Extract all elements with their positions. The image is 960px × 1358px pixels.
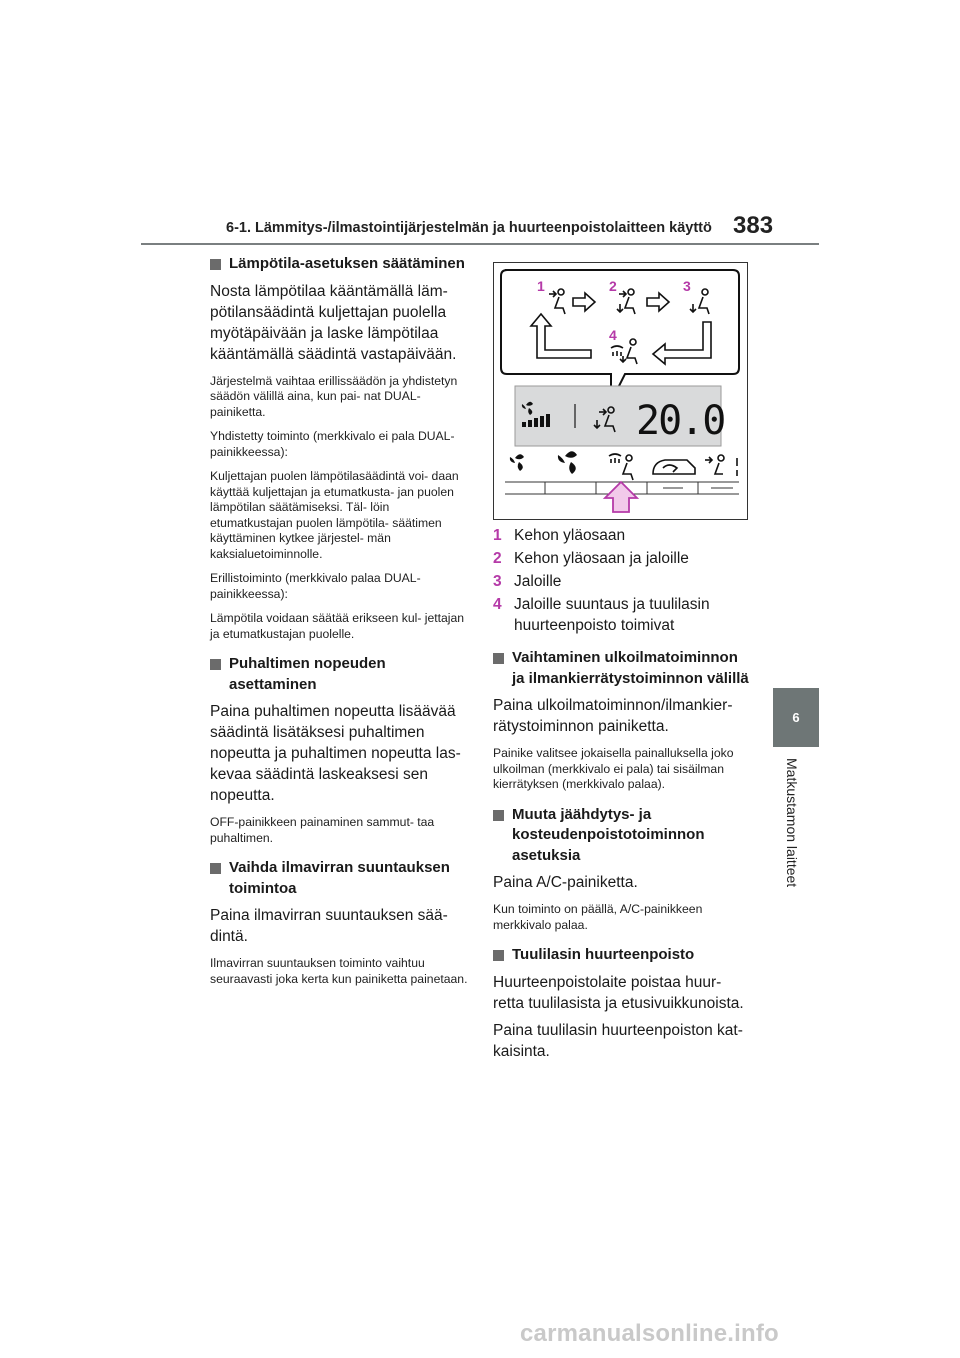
label-2: 2 xyxy=(609,278,617,294)
note: Ilmavirran suuntauksen toiminto vaihtuu seuraavasti joka kerta kun painiketta painetaan. xyxy=(210,956,468,986)
right-column xyxy=(493,525,753,1062)
square-bullet-icon xyxy=(210,659,221,670)
watermark: carmanualsonline.info xyxy=(520,1320,779,1347)
note: Järjestelmä vaihtaa erillissäädön ja yhdistetyn säädön välillä aina, kun pai- nat DUAL-painiketta. xyxy=(210,373,458,419)
square-bullet-icon xyxy=(493,653,504,664)
section-heading-recirculation: Vaihtaminen ulkoilmatoiminnon ja ilmankierrätystoiminnon välillä xyxy=(493,648,753,689)
header-divider xyxy=(141,243,819,245)
chapter-label: Matkustamon laitteet xyxy=(784,758,800,888)
chapter-tab[interactable] xyxy=(773,688,819,747)
square-bullet-icon xyxy=(493,950,504,961)
note: OFF-painikkeen painaminen sammut- taa puhaltimen. xyxy=(210,815,435,845)
section-body: Huurteenpoistolaite poistaa huur- retta tuulilasista ja etusivuikkunoista. xyxy=(493,973,744,1012)
section-heading-ac: Muuta jäähdytys- ja kosteudenpoistotoiminnon asetuksia xyxy=(493,805,753,867)
note: Lämpötila voidaan säätää erikseen kul- jettajan ja etumatkustajan puolelle. xyxy=(210,611,465,641)
section-heading-fan-speed: Puhaltimen nopeuden asettaminen xyxy=(210,654,468,695)
chapter-number: 6 xyxy=(792,710,800,725)
list-item: 2 Kehon yläosaan ja jaloille xyxy=(493,550,689,567)
note: Erillistoiminto (merkkivalo palaa DUAL- painikkeessa): xyxy=(210,571,421,601)
list-item: 3 Jaloille xyxy=(493,573,562,590)
label-3: 3 xyxy=(683,278,691,294)
section-body: Paina A/C-painiketta. xyxy=(493,874,638,891)
list-item: 1 Kehon yläosaan xyxy=(493,527,626,544)
left-column xyxy=(210,254,468,987)
note: Yhdistetty toiminto (merkkivalo ei pala DUAL-painikkeessa): xyxy=(210,429,455,459)
section-body: Paina puhaltimen nopeutta lisäävää säädintä lisätäksesi puhaltimen nopeutta ja puhaltimen nopeutta las- kevaa säädintä laskeaksesi sen nopeutta. xyxy=(210,703,461,804)
temperature-readout: 20.0 xyxy=(636,398,725,444)
section-body: Nosta lämpötilaa kääntämällä läm- pötilansäädintä kuljettajan puolella myötäpäivään ja laske lämpötilaa kääntämällä säädintä vastapäivään. xyxy=(210,282,457,363)
note: Painike valitsee jokaisella painalluksella joko ulkoilman (merkkivalo ei pala) tai sisäilman kierrätyksen (merkkivalo palaa). xyxy=(493,746,734,791)
square-bullet-icon xyxy=(210,863,221,874)
section-body: Paina ulkoilmatoiminnon/ilmankier- rätystoiminnon painiketta. xyxy=(493,697,733,735)
section-heading-defrost: Tuulilasin huurteenpoisto xyxy=(493,945,753,966)
running-header: 6-1. Lämmitys-/ilmastointijärjestelmän ja huurteenpoistolaitteen käyttö xyxy=(226,220,712,236)
airflow-mode-figure xyxy=(493,262,748,520)
section-body: Paina ilmavirran suuntauksen sää- dintä. xyxy=(210,907,448,945)
square-bullet-icon xyxy=(210,259,221,270)
section-body: Paina tuulilasin huurteenpoiston kat- kaisinta. xyxy=(493,1021,743,1060)
note: Kuljettajan puolen lämpötilasäädintä voi- daan käyttää kuljettajan ja etumatkusta- jan puolen lämpötilan säätämiseksi. Täl- löin etumatkustajan puolen lämpötila- säätimen käyttäminen kytkee järjestel- män kaksialuetoiminnolle. xyxy=(210,469,459,561)
label-1: 1 xyxy=(537,278,545,294)
label-4: 4 xyxy=(609,327,617,343)
list-item: 4 Jaloille suuntaus ja tuulilasin huurteenpoisto toimivat xyxy=(493,596,710,634)
section-heading-airflow-mode: Vaihda ilmavirran suuntauksen toimintoa xyxy=(210,858,468,899)
note: Kun toiminto on päällä, A/C-painikkeen merkkivalo palaa. xyxy=(493,902,703,932)
square-bullet-icon xyxy=(493,810,504,821)
section-heading-temperature: Lämpötila-asetuksen säätäminen xyxy=(210,254,468,275)
airflow-diagram xyxy=(493,262,748,520)
page-number: 383 xyxy=(733,212,774,239)
mode-list xyxy=(493,525,753,636)
